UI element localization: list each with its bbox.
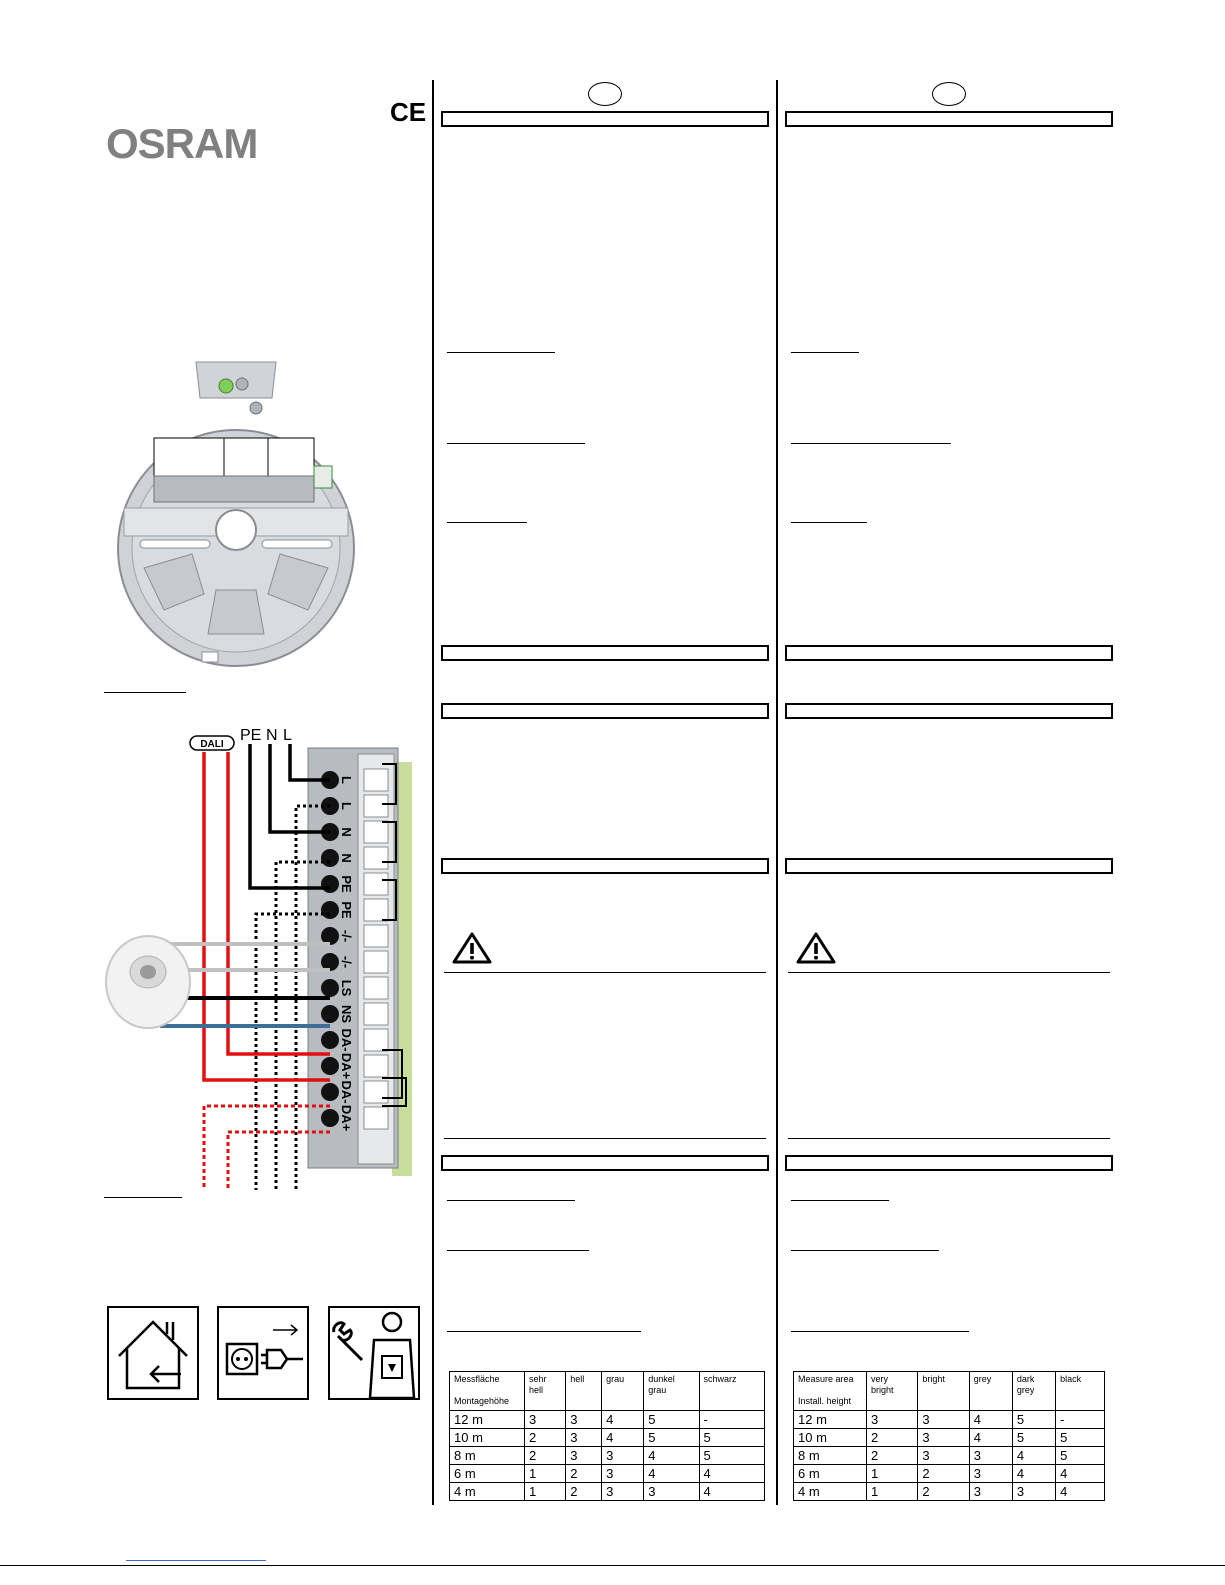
terminal-slot xyxy=(364,769,388,791)
terminal-label: N xyxy=(339,853,354,863)
section-header-bar xyxy=(441,1155,769,1171)
section-header-bar xyxy=(785,1155,1113,1171)
sensor-icon xyxy=(106,936,190,1028)
house-arrow-icon xyxy=(107,1306,199,1400)
terminal-slot xyxy=(364,873,388,895)
section-header-bar xyxy=(441,645,769,661)
subheading-underline xyxy=(791,443,951,444)
warning-icon xyxy=(452,932,492,964)
section-header-bar xyxy=(441,703,769,719)
table-row: 6 m 1 2 3 4 4 xyxy=(450,1465,765,1483)
terminal-label: N xyxy=(339,827,354,837)
terminal-label: L xyxy=(339,776,354,784)
terminal-slot xyxy=(364,951,388,973)
terminal-label: DA+ xyxy=(339,1052,354,1080)
subheading-underline xyxy=(791,1331,969,1332)
terminal-slot xyxy=(364,1055,388,1077)
terminal-slot xyxy=(364,795,388,817)
subheading-underline xyxy=(447,1200,575,1201)
subheading-underline xyxy=(447,443,585,444)
subheading-underline xyxy=(447,1250,589,1251)
section-header-bar xyxy=(785,703,1113,719)
terminal-label: PE xyxy=(339,875,354,893)
terminal-label: -/- xyxy=(339,955,354,969)
terminal-slot xyxy=(364,847,388,869)
table-en-header-cell: very bright xyxy=(867,1372,918,1411)
column-divider-right xyxy=(776,80,778,1505)
terminal-screw xyxy=(321,901,339,919)
table-en-header-cell: bright xyxy=(918,1372,969,1411)
terminal-label: NS xyxy=(339,1004,354,1024)
table-row: 4 m 1 2 3 3 4 xyxy=(450,1483,765,1501)
ce-mark: CE xyxy=(390,97,427,127)
language-badge-de xyxy=(588,82,622,106)
terminal-screw xyxy=(321,875,339,893)
terminal-label: PE xyxy=(339,901,354,919)
table-row: 12 m 3 3 4 5 - xyxy=(794,1411,1105,1429)
section-header-bar xyxy=(785,111,1113,127)
table-row: 10 m 2 3 4 5 5 xyxy=(794,1429,1105,1447)
subheading-underline xyxy=(104,1197,182,1198)
table-en-header-cell: grey xyxy=(969,1372,1012,1411)
subheading-underline xyxy=(791,522,867,523)
table-de-header-cell: Messfläche Montagehöhe xyxy=(450,1372,525,1411)
section-header-bar xyxy=(785,858,1113,874)
table-de-header-cell: sehr hell xyxy=(525,1372,566,1411)
subheading-underline xyxy=(791,1250,939,1251)
terminal-screw xyxy=(321,849,339,867)
subheading-underline xyxy=(791,352,859,353)
terminal-screw xyxy=(321,979,339,997)
osram-logo: OSRAM xyxy=(106,120,258,167)
technician-icon xyxy=(328,1306,420,1400)
footer-rule xyxy=(0,1565,1225,1566)
terminal-slot xyxy=(364,977,388,999)
subheading-underline xyxy=(447,522,527,523)
warning-separator xyxy=(444,1138,766,1139)
table-row: 6 m 1 2 3 4 4 xyxy=(794,1465,1105,1483)
terminal-label: DA+ xyxy=(339,1104,354,1132)
warning-separator xyxy=(444,972,766,973)
unplug-icon xyxy=(217,1306,309,1400)
table-row: 12 m 3 3 4 5 - xyxy=(450,1411,765,1429)
terminal-slot xyxy=(364,925,388,947)
subheading-underline xyxy=(447,1331,641,1332)
mains-label-n: N xyxy=(266,727,278,744)
section-header-bar xyxy=(441,111,769,127)
subheading-underline xyxy=(104,692,186,693)
terminal-screw xyxy=(321,1109,339,1127)
wiring-diagram xyxy=(100,718,420,1190)
table-row: 8 m 2 3 3 4 5 xyxy=(450,1447,765,1465)
table-de-header-cell: hell xyxy=(566,1372,602,1411)
terminal-label: DA- xyxy=(339,1080,354,1104)
warning-icon xyxy=(796,932,836,964)
table-row: 8 m 2 3 3 4 5 xyxy=(794,1447,1105,1465)
footer-link[interactable] xyxy=(126,1560,266,1561)
terminal-label: -/- xyxy=(339,929,354,943)
terminal-slot xyxy=(364,1107,388,1129)
mains-label-l: L xyxy=(283,727,292,744)
terminal-label: DA- xyxy=(339,1028,354,1052)
terminal-screw xyxy=(321,1083,339,1101)
table-row: 4 m 1 2 3 3 4 xyxy=(794,1483,1105,1501)
table-row: 10 m 2 3 4 5 5 xyxy=(450,1429,765,1447)
section-header-bar xyxy=(785,645,1113,661)
terminal-slot xyxy=(364,1003,388,1025)
terminal-screw xyxy=(321,1031,339,1049)
subheading-underline xyxy=(791,1200,889,1201)
warning-separator xyxy=(788,1138,1110,1139)
terminal-screw xyxy=(321,1005,339,1023)
table-en-header-cell: black xyxy=(1056,1372,1105,1411)
terminal-label: L xyxy=(339,802,354,810)
terminal-label: LS xyxy=(339,979,354,997)
table-de-header-cell: grau xyxy=(602,1372,644,1411)
section-header-bar xyxy=(441,858,769,874)
terminal-slot xyxy=(364,1029,388,1051)
terminal-slot xyxy=(364,1081,388,1103)
dali-label: DALI xyxy=(200,739,224,750)
terminal-screw xyxy=(321,1057,339,1075)
warning-separator xyxy=(788,972,1110,973)
column-divider-left xyxy=(432,80,434,1505)
table-de xyxy=(449,1371,765,1501)
table-de-header-cell: schwarz xyxy=(699,1372,764,1411)
table-de-header-cell: dunkel grau xyxy=(644,1372,699,1411)
terminal-slot xyxy=(364,899,388,921)
table-en-header-cell: Measure area Install. height xyxy=(794,1372,867,1411)
device-base-image xyxy=(104,358,368,670)
table-en-header-cell: dark grey xyxy=(1012,1372,1055,1411)
subheading-underline xyxy=(447,352,555,353)
mains-label-pe: PE xyxy=(240,727,262,744)
terminal-slot xyxy=(364,821,388,843)
language-badge-en xyxy=(932,82,966,106)
table-en xyxy=(793,1371,1105,1501)
